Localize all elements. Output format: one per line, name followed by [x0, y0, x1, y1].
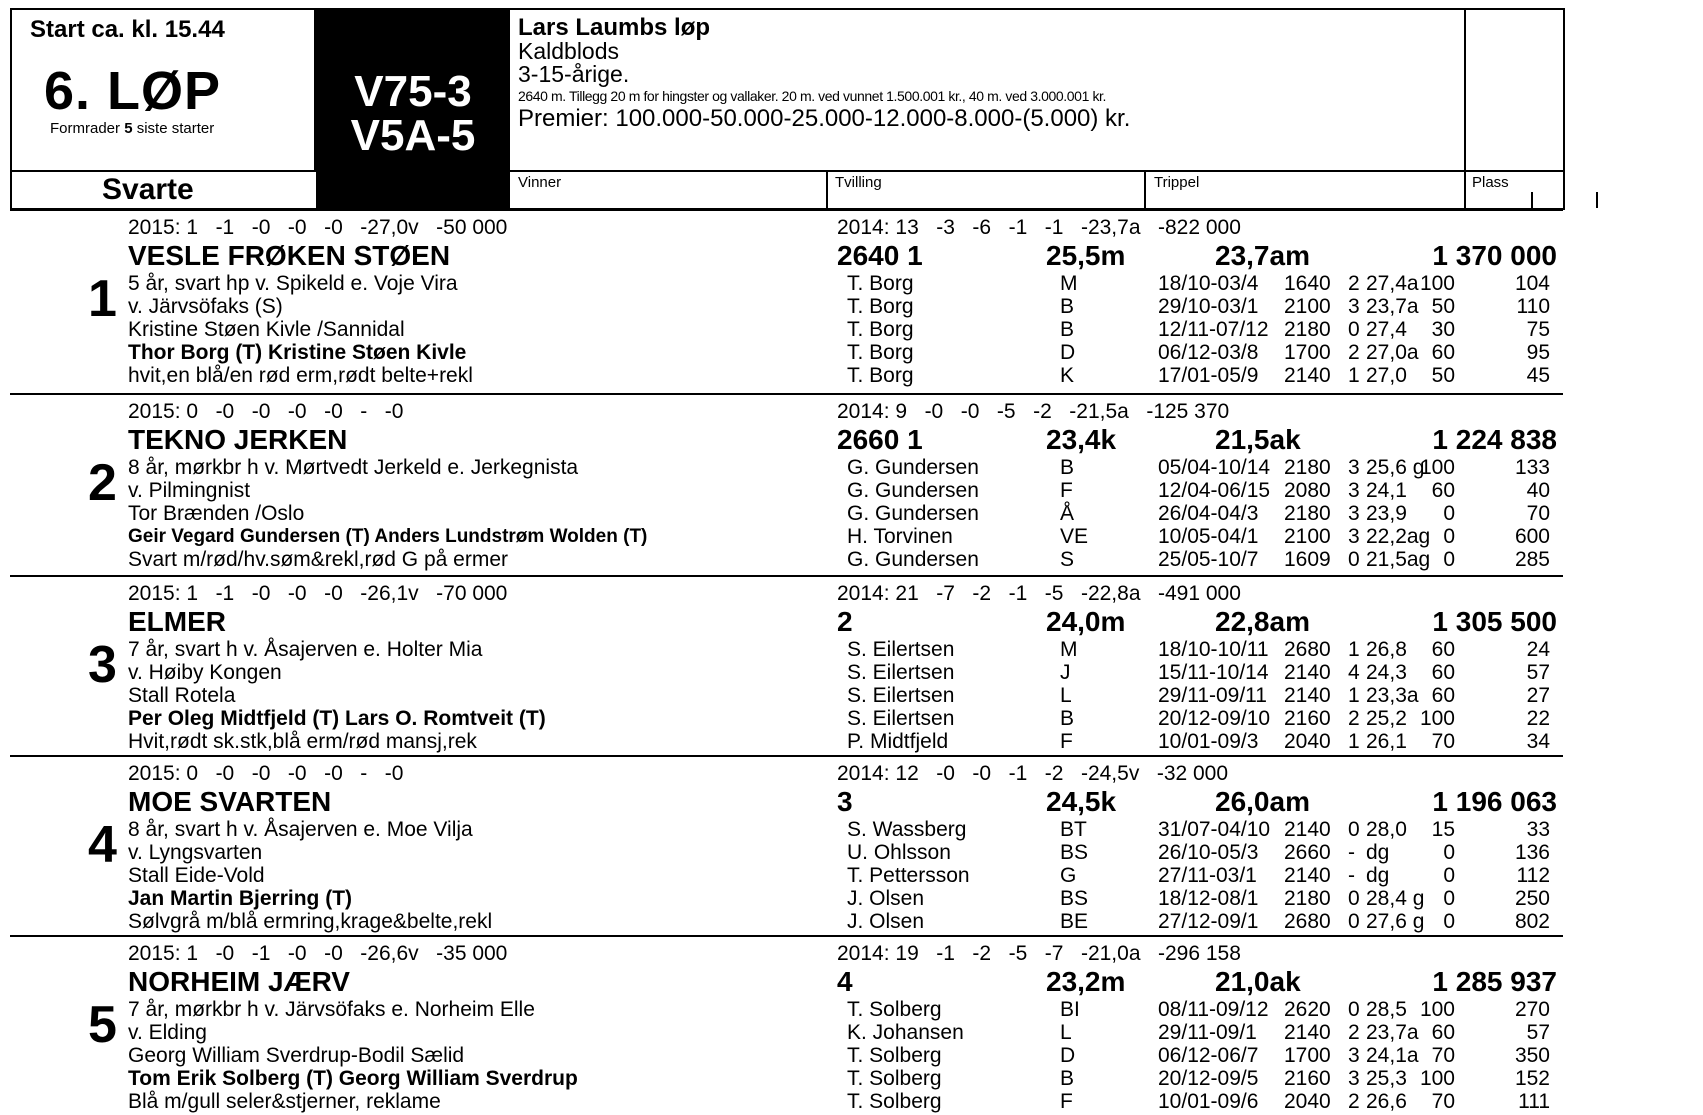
horse-info-line: v. Elding — [128, 1021, 207, 1044]
start-driver: H. Torvinen — [847, 525, 953, 548]
start-date: 27/12-09/1 — [1158, 910, 1259, 933]
start-prize: 104 — [1514, 272, 1550, 295]
horse-info-line: Thor Borg (T) Kristine Støen Kivle — [128, 341, 467, 364]
horse-info-line: Tom Erik Solberg (T) Georg William Sverdrup — [128, 1067, 578, 1090]
start-distance: 2040 — [1284, 1090, 1331, 1113]
start-time: 23,9 — [1366, 502, 1407, 525]
race-class: Kaldblods — [518, 38, 620, 64]
start-odds: 100 — [1419, 707, 1455, 730]
start-date: 10/05-04/1 — [1158, 525, 1259, 548]
start-place: 3 — [1348, 456, 1360, 479]
start-time: 25,2 — [1366, 707, 1407, 730]
record-1: 23,2m — [1046, 966, 1126, 997]
start-distance: 2080 — [1284, 479, 1331, 502]
stats-2015: 2015: 1 -1 -0 -0 -0 -27,0v -50 000 — [128, 216, 508, 239]
start-time: 25,3 — [1366, 1067, 1407, 1090]
start-driver: J. Olsen — [847, 910, 925, 933]
start-driver: S. Eilertsen — [847, 707, 955, 730]
record-1: 24,5k — [1046, 786, 1117, 817]
start-driver: G. Gundersen — [847, 502, 979, 525]
svarte-label: Svarte — [102, 173, 194, 206]
start-place: 2 — [1348, 707, 1360, 730]
distance-track: 2 — [837, 606, 853, 637]
bet-label-trippel: Trippel — [1154, 174, 1200, 191]
start-date: 08/11-09/12 — [1158, 998, 1269, 1021]
horse-name: ELMER — [128, 606, 226, 637]
start-odds: 0 — [1443, 548, 1455, 571]
start-date: 18/12-08/1 — [1158, 887, 1259, 910]
stats-2015: 2015: 0 -0 -0 -0 -0 - -0 — [128, 762, 404, 785]
start-driver: S. Wassberg — [847, 818, 967, 841]
start-track: S — [1060, 548, 1075, 571]
start-driver: T. Solberg — [847, 998, 942, 1021]
start-place: 1 — [1348, 638, 1360, 661]
bet-divider-3 — [1464, 170, 1466, 210]
start-place: 3 — [1348, 502, 1360, 525]
stats-2014: 2014: 12 -0 -0 -1 -2 -24,5v -32 000 — [837, 762, 1229, 785]
start-date: 17/01-05/9 — [1158, 364, 1259, 387]
start-track: BT — [1060, 818, 1087, 841]
start-driver: S. Eilertsen — [847, 684, 955, 707]
start-driver: J. Olsen — [847, 887, 925, 910]
race-prizes: Premier: 100.000-50.000-25.000-12.000-8.000-(5.000) kr. — [518, 105, 1131, 132]
horse-info-line: Blå m/gull seler&stjerner, reklame — [128, 1090, 441, 1113]
start-place: 3 — [1348, 479, 1360, 502]
start-place: 0 — [1348, 818, 1360, 841]
start-time: 24,1a — [1366, 1044, 1419, 1067]
start-track: B — [1060, 318, 1075, 341]
start-odds: 60 — [1431, 479, 1455, 502]
start-driver: T. Borg — [847, 295, 914, 318]
horse-info-line: Tor Brænden /Oslo — [128, 502, 305, 525]
start-odds: 30 — [1431, 318, 1455, 341]
start-date: 10/01-09/3 — [1158, 730, 1259, 753]
start-driver: T. Solberg — [847, 1067, 942, 1090]
horse-info-line: 8 år, mørkbr h v. Mørtvedt Jerkeld e. Jerkegnista — [128, 456, 579, 479]
start-prize: 24 — [1526, 638, 1550, 661]
start-odds: 60 — [1431, 661, 1455, 684]
horse-info-line: Sølvgrå m/blå ermring,krage&belte,rekl — [128, 910, 493, 933]
start-time: 22,2ag — [1366, 525, 1431, 548]
start-track: G — [1060, 864, 1077, 887]
horse-entry — [10, 935, 1563, 1115]
start-prize: 133 — [1514, 456, 1550, 479]
start-place: 2 — [1348, 272, 1360, 295]
start-distance: 2620 — [1284, 998, 1331, 1021]
start-box — [10, 8, 316, 170]
form-note-suffix: siste starter — [132, 120, 215, 137]
start-date: 29/11-09/1 — [1158, 1021, 1257, 1044]
start-distance: 2140 — [1284, 684, 1331, 707]
start-track: L — [1060, 684, 1072, 707]
start-track: VE — [1060, 525, 1089, 548]
start-odds: 0 — [1443, 864, 1455, 887]
race-details — [518, 16, 1458, 132]
horse-info-line: Jan Martin Bjerring (T) — [128, 887, 353, 910]
start-driver: G. Gundersen — [847, 456, 979, 479]
start-track: F — [1060, 730, 1073, 753]
bet-row-top — [510, 170, 1565, 172]
start-time: 24,3 — [1366, 661, 1407, 684]
stats-2014: 2014: 13 -3 -6 -1 -1 -23,7a -822 000 — [837, 216, 1241, 239]
start-odds: 60 — [1431, 341, 1455, 364]
start-place: 3 — [1348, 525, 1360, 548]
start-prize: 600 — [1514, 525, 1550, 548]
start-place: 3 — [1348, 1067, 1360, 1090]
start-odds: 70 — [1431, 1090, 1455, 1113]
horse-entry — [10, 393, 1563, 575]
start-place: 1 — [1348, 684, 1360, 707]
start-time: 25,6 g — [1366, 456, 1425, 479]
start-driver: G. Gundersen — [847, 479, 979, 502]
start-distance: 2140 — [1284, 864, 1331, 887]
horse-info-line: Per Oleg Midtfjeld (T) Lars O. Romtveit (T) — [128, 707, 546, 730]
start-date: 27/11-03/1 — [1158, 864, 1257, 887]
start-place: 3 — [1348, 1044, 1360, 1067]
start-driver: T. Borg — [847, 318, 914, 341]
start-time: 28,0 — [1366, 818, 1407, 841]
bet-label-tvilling: Tvilling — [835, 174, 882, 191]
start-time: 24,1 — [1366, 479, 1407, 502]
start-distance: 2040 — [1284, 730, 1331, 753]
horse-info-line: Georg William Sverdrup-Bodil Sælid — [128, 1044, 465, 1067]
plass-tick-2 — [1596, 192, 1598, 208]
start-date: 29/11-09/11 — [1158, 684, 1267, 707]
start-time: 26,8 — [1366, 638, 1407, 661]
start-prize: 75 — [1526, 318, 1550, 341]
start-date: 06/12-06/7 — [1158, 1044, 1259, 1067]
start-place: - — [1348, 841, 1355, 864]
start-track: B — [1060, 707, 1075, 730]
start-distance: 2660 — [1284, 841, 1331, 864]
horse-info-line: v. Høiby Kongen — [128, 661, 282, 684]
start-odds: 100 — [1419, 998, 1455, 1021]
start-date: 20/12-09/5 — [1158, 1067, 1259, 1090]
horse-entry — [10, 209, 1563, 393]
bet-type-v75: V75-3 — [354, 67, 472, 116]
start-time: 21,5ag — [1366, 548, 1431, 571]
start-odds: 50 — [1431, 295, 1455, 318]
record-2: 21,0ak — [1215, 966, 1301, 997]
start-odds: 60 — [1431, 1021, 1455, 1044]
start-track: BS — [1060, 841, 1089, 864]
start-odds: 0 — [1443, 910, 1455, 933]
horse-info-line: 7 år, svart h v. Åsajerven e. Holter Mia — [128, 638, 483, 661]
start-time: 27,6 g — [1366, 910, 1425, 933]
start-odds: 50 — [1431, 364, 1455, 387]
start-odds: 0 — [1443, 887, 1455, 910]
start-place: 0 — [1348, 318, 1360, 341]
start-driver: K. Johansen — [847, 1021, 964, 1044]
start-prize: 250 — [1514, 887, 1550, 910]
start-time: 23,7a — [1366, 295, 1419, 318]
stats-2014: 2014: 9 -0 -0 -5 -2 -21,5a -125 370 — [837, 400, 1230, 423]
race-number: 6. LØP — [44, 61, 222, 121]
start-odds: 0 — [1443, 841, 1455, 864]
start-odds: 70 — [1431, 1044, 1455, 1067]
record-1: 25,5m — [1046, 240, 1126, 271]
start-distance: 1640 — [1284, 272, 1331, 295]
start-prize: 270 — [1514, 998, 1550, 1021]
start-number: 4 — [88, 816, 117, 874]
start-track: BI — [1060, 998, 1080, 1021]
svarte-divider — [10, 170, 316, 172]
bet-type-v5a: V5A-5 — [350, 111, 476, 160]
start-driver: T. Solberg — [847, 1090, 942, 1113]
start-place: 3 — [1348, 295, 1360, 318]
bet-divider-1 — [826, 170, 828, 210]
start-date: 29/10-03/1 — [1158, 295, 1259, 318]
start-distance: 2140 — [1284, 364, 1331, 387]
horse-name: NORHEIM JÆRV — [128, 966, 350, 997]
start-driver: T. Solberg — [847, 1044, 942, 1067]
start-time: dg — [1366, 841, 1390, 864]
start-prize: 22 — [1526, 707, 1550, 730]
start-odds: 100 — [1419, 272, 1455, 295]
start-prize: 40 — [1526, 479, 1550, 502]
start-odds: 100 — [1419, 456, 1455, 479]
record-1: 24,0m — [1046, 606, 1126, 637]
start-place: 2 — [1348, 341, 1360, 364]
start-time: 27,4 — [1366, 318, 1407, 341]
start-distance: 2180 — [1284, 887, 1331, 910]
start-odds: 15 — [1431, 818, 1455, 841]
horse-info-line: 7 år, mørkbr h v. Järvsöfaks e. Norheim Elle — [128, 998, 535, 1021]
start-prize: 802 — [1514, 910, 1550, 933]
start-date: 12/04-06/15 — [1158, 479, 1271, 502]
race-name: Lars Laumbs løp — [518, 14, 711, 41]
start-track: F — [1060, 1090, 1073, 1113]
start-track: BE — [1060, 910, 1089, 933]
start-distance: 2140 — [1284, 818, 1331, 841]
start-prize: 27 — [1526, 684, 1550, 707]
start-date: 18/10-03/4 — [1158, 272, 1259, 295]
start-distance: 2140 — [1284, 661, 1331, 684]
start-time: 28,4 g — [1366, 887, 1425, 910]
start-driver: T. Borg — [847, 364, 914, 387]
form-note-count: 5 — [124, 120, 133, 137]
start-prize: 152 — [1514, 1067, 1550, 1090]
start-driver: G. Gundersen — [847, 548, 979, 571]
start-date: 18/10-10/11 — [1158, 638, 1269, 661]
horse-info-line: Svart m/rød/hv.søm&rekl,rød G på ermer — [128, 548, 508, 571]
horse-name: MOE SVARTEN — [128, 786, 332, 817]
start-number: 2 — [88, 454, 117, 512]
start-distance: 2160 — [1284, 707, 1331, 730]
start-track: L — [1060, 1021, 1072, 1044]
horse-info-line: v. Lyngsvarten — [128, 841, 263, 864]
distance-track: 2640 1 — [837, 240, 923, 271]
start-date: 31/07-04/10 — [1158, 818, 1271, 841]
start-time: 27,0 — [1366, 364, 1407, 387]
start-distance: 2680 — [1284, 910, 1331, 933]
start-prize: 34 — [1526, 730, 1550, 753]
start-prize: 285 — [1514, 548, 1550, 571]
start-date: 05/04-10/14 — [1158, 456, 1271, 479]
start-prize: 45 — [1526, 364, 1550, 387]
earnings: 1 196 063 — [1432, 786, 1557, 817]
start-date: 25/05-10/7 — [1158, 548, 1259, 571]
record-2: 21,5ak — [1215, 424, 1301, 455]
stats-2015: 2015: 1 -1 -0 -0 -0 -26,1v -70 000 — [128, 582, 508, 605]
distance-track: 3 — [837, 786, 853, 817]
horse-info-line: hvit,en blå/en rød erm,rødt belte+rekl — [128, 364, 473, 387]
start-prize: 350 — [1514, 1044, 1550, 1067]
horse-info-line: Stall Eide-Vold — [128, 864, 265, 887]
start-distance: 2180 — [1284, 502, 1331, 525]
bet-type-block — [316, 8, 510, 210]
start-driver: T. Pettersson — [847, 864, 970, 887]
start-date: 20/12-09/10 — [1158, 707, 1271, 730]
start-driver: U. Ohlsson — [847, 841, 951, 864]
distance-track: 4 — [837, 966, 853, 997]
start-track: K — [1060, 364, 1075, 387]
start-odds: 60 — [1431, 638, 1455, 661]
horse-info-line: Stall Rotela — [128, 684, 236, 707]
earnings: 1 285 937 — [1432, 966, 1557, 997]
start-distance: 1700 — [1284, 1044, 1331, 1067]
horse-name: VESLE FRØKEN STØEN — [128, 240, 451, 271]
start-driver: T. Borg — [847, 272, 914, 295]
race-conditions: 2640 m. Tillegg 20 m for hingster og vallaker. 20 m. ved vunnet 1.500.001 kr., 40 m. ved 3.000.001 kr. — [518, 88, 1107, 104]
distance-track: 2660 1 — [837, 424, 923, 455]
start-track: B — [1060, 1067, 1075, 1090]
start-place: 2 — [1348, 1090, 1360, 1113]
start-track: Å — [1060, 502, 1075, 525]
start-distance: 2180 — [1284, 318, 1331, 341]
earnings: 1 224 838 — [1432, 424, 1557, 455]
start-track: B — [1060, 456, 1075, 479]
record-2: 26,0am — [1215, 786, 1310, 817]
start-place: - — [1348, 864, 1355, 887]
horse-info-line: Hvit,rødt sk.stk,blå erm/rød mansj,rek — [128, 730, 477, 753]
earnings: 1 305 500 — [1432, 606, 1557, 637]
bet-divider-2 — [1144, 170, 1146, 210]
start-date: 15/11-10/14 — [1158, 661, 1269, 684]
start-prize: 33 — [1526, 818, 1550, 841]
start-time: 28,5 — [1366, 998, 1407, 1021]
start-odds: 60 — [1431, 684, 1455, 707]
start-driver: S. Eilertsen — [847, 661, 955, 684]
start-time: 26,1 — [1366, 730, 1407, 753]
start-distance: 2180 — [1284, 456, 1331, 479]
start-distance: 1609 — [1284, 548, 1331, 571]
start-time: 27,0a — [1366, 341, 1419, 364]
start-time: 23,3a — [1366, 684, 1419, 707]
start-driver: P. Midtfjeld — [847, 730, 949, 753]
earnings: 1 370 000 — [1432, 240, 1557, 271]
start-distance: 2100 — [1284, 525, 1331, 548]
bet-label-plass: Plass — [1472, 174, 1509, 191]
start-odds: 0 — [1443, 502, 1455, 525]
start-distance: 2100 — [1284, 295, 1331, 318]
start-date: 06/12-03/8 — [1158, 341, 1259, 364]
start-place: 0 — [1348, 887, 1360, 910]
start-date: 26/10-05/3 — [1158, 841, 1259, 864]
start-place: 0 — [1348, 548, 1360, 571]
start-place: 0 — [1348, 998, 1360, 1021]
horse-info-line: 8 år, svart h v. Åsajerven e. Moe Vilja — [128, 818, 473, 841]
record-2: 23,7am — [1215, 240, 1310, 271]
horse-info-line: v. Pilmingnist — [128, 479, 251, 502]
horse-name: TEKNO JERKEN — [128, 424, 348, 455]
horse-entry — [10, 755, 1563, 935]
start-odds: 100 — [1419, 1067, 1455, 1090]
start-time: Start ca. kl. 15.44 — [30, 16, 225, 43]
start-time: 27,4a — [1366, 272, 1419, 295]
start-date: 26/04-04/3 — [1158, 502, 1259, 525]
start-distance: 2140 — [1284, 1021, 1331, 1044]
start-driver: T. Borg — [847, 341, 914, 364]
start-prize: 57 — [1526, 1021, 1550, 1044]
start-time: 26,6 — [1366, 1090, 1407, 1113]
stats-2015: 2015: 0 -0 -0 -0 -0 - -0 — [128, 400, 404, 423]
start-number: 5 — [88, 996, 117, 1054]
start-place: 2 — [1348, 1021, 1360, 1044]
age-class: 3-15-årige. — [518, 61, 630, 87]
start-track: M — [1060, 272, 1078, 295]
stats-2014: 2014: 21 -7 -2 -1 -5 -22,8a -491 000 — [837, 582, 1241, 605]
start-track: J — [1060, 661, 1071, 684]
horse-entry — [10, 575, 1563, 755]
record-1: 23,4k — [1046, 424, 1117, 455]
plass-tick-1 — [1531, 192, 1533, 208]
start-driver: S. Eilertsen — [847, 638, 955, 661]
horse-info-line: Geir Vegard Gundersen (T) Anders Lundstrøm Wolden (T) — [128, 526, 648, 547]
start-distance: 1700 — [1284, 341, 1331, 364]
start-prize: 110 — [1516, 295, 1550, 318]
start-prize: 57 — [1526, 661, 1550, 684]
form-note-prefix: Formrader — [50, 120, 125, 137]
start-prize: 136 — [1514, 841, 1550, 864]
start-track: M — [1060, 638, 1078, 661]
horse-info-line: Kristine Støen Kivle /Sannidal — [128, 318, 405, 341]
start-track: D — [1060, 341, 1076, 364]
start-time: dg — [1366, 864, 1390, 887]
start-distance: 2680 — [1284, 638, 1331, 661]
start-place: 1 — [1348, 364, 1360, 387]
start-distance: 2160 — [1284, 1067, 1331, 1090]
start-number: 1 — [88, 270, 117, 328]
start-prize: 70 — [1526, 502, 1550, 525]
horse-info-line: 5 år, svart hp v. Spikeld e. Voje Vira — [128, 272, 458, 295]
start-prize: 111 — [1518, 1090, 1550, 1113]
horse-info-line: v. Järvsöfaks (S) — [128, 295, 283, 318]
start-number: 3 — [88, 636, 117, 694]
stats-2014: 2014: 19 -1 -2 -5 -7 -21,0a -296 158 — [837, 942, 1241, 965]
start-prize: 95 — [1526, 341, 1550, 364]
start-odds: 70 — [1431, 730, 1455, 753]
start-track: D — [1060, 1044, 1076, 1067]
start-time: 23,7a — [1366, 1021, 1419, 1044]
start-track: BS — [1060, 887, 1089, 910]
start-prize: 112 — [1516, 864, 1550, 887]
bet-label-vinner: Vinner — [518, 174, 562, 191]
start-date: 12/11-07/12 — [1158, 318, 1269, 341]
form-note — [50, 120, 214, 137]
start-odds: 0 — [1443, 525, 1455, 548]
start-place: 4 — [1348, 661, 1360, 684]
stats-2015: 2015: 1 -0 -1 -0 -0 -26,6v -35 000 — [128, 942, 508, 965]
start-track: F — [1060, 479, 1073, 502]
start-place: 1 — [1348, 730, 1360, 753]
start-place: 0 — [1348, 910, 1360, 933]
record-2: 22,8am — [1215, 606, 1310, 637]
start-date: 10/01-09/6 — [1158, 1090, 1259, 1113]
start-track: B — [1060, 295, 1075, 318]
